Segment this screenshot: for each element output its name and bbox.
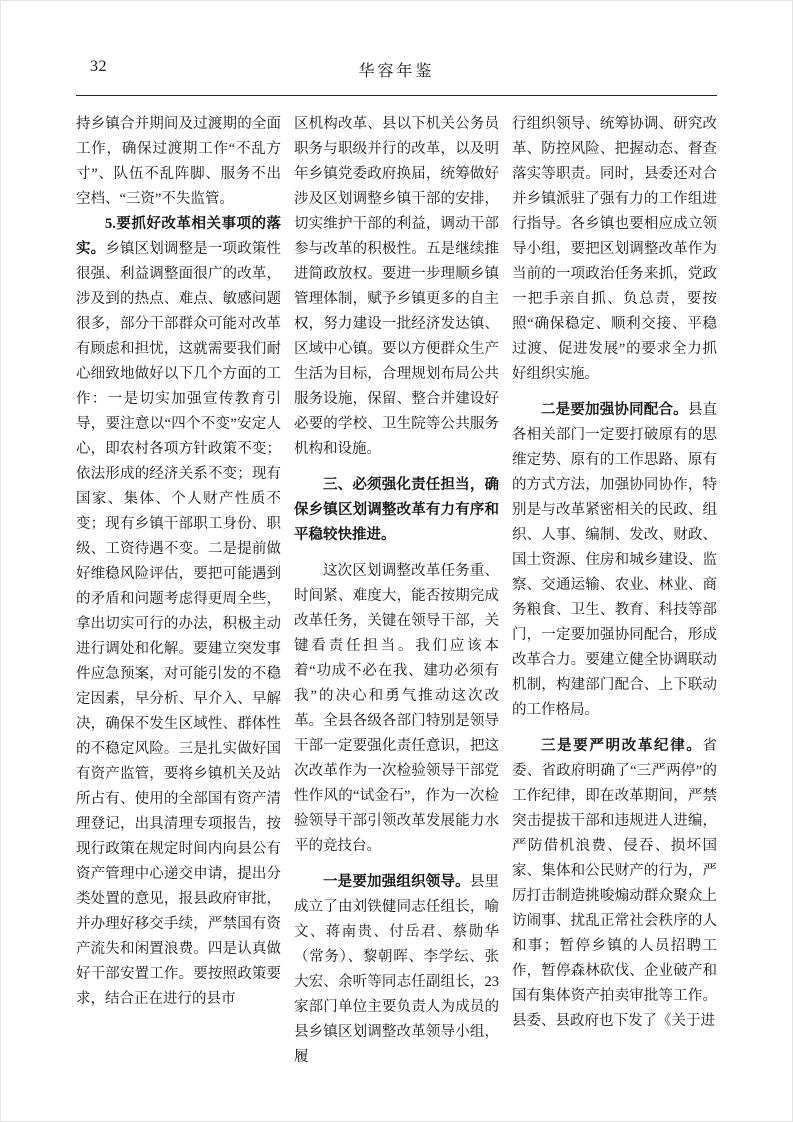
page-title: 华容年鉴 (358, 63, 435, 80)
paragraph-text: 县里成立了由刘铁健同志任组长，喻文、蒋南贵、付岳君、蔡勋华（常务）、黎朝晖、李学纭、张大宏、余听等同志任副组长，23家部门单位主要负责人为成员的县乡镇区划调整改革领导小组，履 (294, 874, 500, 1065)
paragraph (512, 734, 717, 1034)
paragraph-text: 省委、省政府明确了“三严两停”的工作纪律，即在改革期间，严禁突击提拔干部和违规进人进编，严防借机浪费、侵吞、损坏国家、集体和公民财产的行为，严厉打击制造挑唆煽动群众聚众上访闹事、扰乱正常社会秩序的人和事；暂停乡镇的人员招聘工作，暂停森林砍伐、企业破产和国有集体资产拍卖审批等工作。县委、县政府也下发了《关于进 (512, 738, 717, 1029)
paragraph-text: 这次区划调整改革任务重、时间紧、难度大，能否按期完成改革任务，关键在领导干部，关键看责任担当。我们应该本着“功成不必在我、建功必须有我”的决心和勇气推动这次改革。全县各级各部门特别是领导干部一定要强化责任意识，把这次改革作为一次检验领导干部党性作风的“试金石”，作为一次检验领导干部引领改革发展能力水平的竞技台。 (294, 563, 499, 854)
paragraph-text: 区机构改革、县以下机关公务员职务与职级并行的改革，以及明年乡镇党委政府换届，统筹做好涉及区划调整乡镇干部的安排，切实维护干部的利益，调动干部参与改革的积极性。五是继续推进简政放权。要进一步理顺乡镇管理体制，赋予乡镇更多的自主权，努力建设一批经济发达镇、区域中心镇。要以方便群众生产生活为目标，合理规划布局公共服务设施，保留、整合并建设好必要的学校、卫生院等公共服务机构和设施。 (294, 116, 499, 457)
text-columns (76, 112, 717, 1070)
paragraph-lead: 5.要抓好改革相关事项的落实。 (76, 216, 281, 257)
paragraph-text: 县直各相关部门一定要打破原有的思维定势、原有的工作思路、原有的方式方法，加强协同协作，特别是与改革紧密相关的民政、组织、人事、编制、发改、财政、国土资源、住房和城乡建设、监察、交通运输、农业、林业、商务粮食、卫生、教育、科技等部门，一定要加强协同配合，形成改革合力。要建立健全协调联动机制，构建部门配合、上下联动的工作格局。 (512, 402, 718, 718)
paragraph-text: 行组织领导、统筹协调、研究改革、防控风险、把握动态、督查落实等职责。同时，县委还对合并乡镇派驻了强有力的工作组进行指导。各乡镇也要相应成立领导小组，要把区划调整改革作为当前的一项政治任务来抓，党政一把手亲自抓、负总责，要按照“确保稳定、顺利交接、平稳过渡、促进发展”的要求全力抓好组织实施。 (512, 116, 717, 382)
text-column-right (512, 112, 717, 1070)
paragraph-lead: 一是要加强组织领导。 (323, 874, 470, 890)
section-heading: 三、必须强化责任担当，确保乡镇区划调整改革有力有序和平稳较快推进。 (294, 477, 499, 543)
paragraph (76, 212, 281, 1012)
paragraph (294, 559, 499, 859)
paragraph-text: 持乡镇合并期间及过渡期的全面工作，确保过渡期工作“不乱方寸”、队伍不乱阵脚、服务不出空档、“三资”不失监管。 (76, 116, 281, 207)
header-rule (76, 95, 717, 96)
paragraph-lead: 二是要加强协同配合。 (541, 402, 688, 418)
paragraph (512, 398, 717, 723)
paragraph-continuation (76, 112, 281, 212)
text-column-middle (294, 112, 499, 1070)
paragraph-continuation (294, 112, 499, 462)
paragraph-continuation (512, 112, 717, 387)
paragraph (294, 870, 499, 1070)
text-column-left (76, 112, 281, 1070)
paragraph-text: 乡镇区划调整是一项政策性很强、利益调整面很广的改革，涉及到的热点、难点、敏感问题很多，部分干部群众可能对改革有顾虑和担忧，这就需要我们耐心细致地做好以下几个方面的工作：一是切实加强宣传教育引导，要注意以“四个不变”安定人心，即农村各项方针政策不变；依法形成的经济关系不变；现有国家、集体、个人财产性质不变；现有乡镇干部职工身份、职级、工资待遇不变。二是提前做好维稳风险评估，要把可能遇到的矛盾和问题考虑得更周全些，拿出切实可行的办法，积极主动进行调处和化解。要建立突发事件应急预案，对可能引发的不稳定因素，早分析、早介入、早解决，确保不发生区域性、群体性的不稳定风险。三是扎实做好国有资产监管，要将乡镇机关及站所占有、使用的全部国有资产清理登记，出具清理专项报告，按现行政策在规定时间内向县公有资产管理中心递交申请，提出分类处置的意见，报县政府审批，并办理好移交手续，严禁国有资产流失和闲置浪费。四是认真做好干部安置工作。要按照政策要求，结合正在进行的县市 (76, 241, 282, 1007)
page-header (76, 0, 717, 96)
paragraph-lead: 三是要严明改革纪律。 (541, 738, 703, 754)
page-number: 32 (90, 58, 107, 75)
